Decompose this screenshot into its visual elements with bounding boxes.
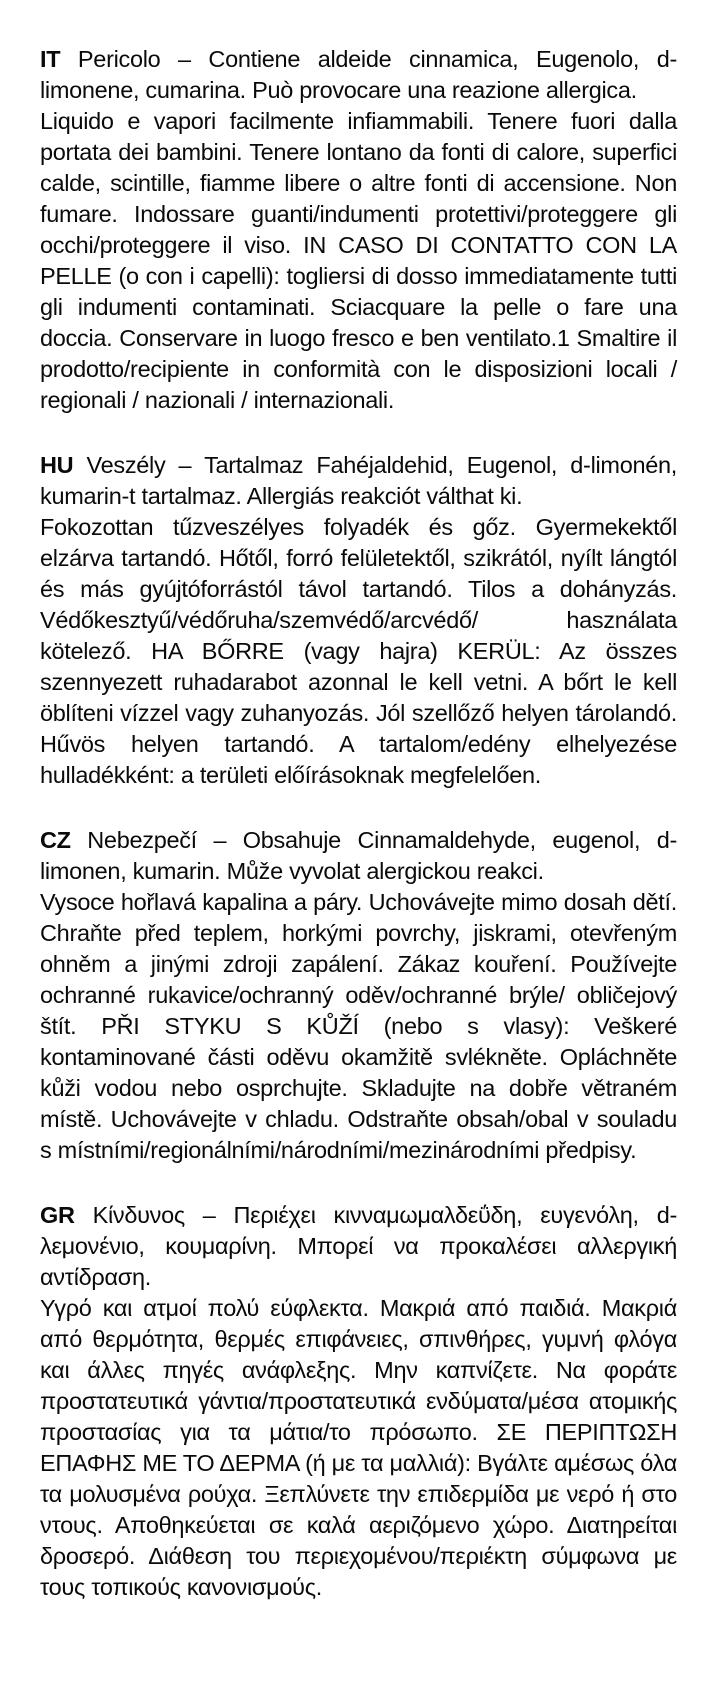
precautionary-statements-hu: Fokozottan tűzveszélyes folyadék és gőz. Gyermekektől elzárva tartandó. Hőtől, forró felületektől, szikrától, nyílt lángtól és más gyújtóforrástól távol tartandó. Tilos a dohányzás. Védőkesztyű/védőruha/szemvédő/arcvédő/ használata kötelező. HA BŐRRE (vagy hajra) KERÜL: Az összes szennyezett ruhadarabot azonnal le kell vetni. A bőrt le kell öblíteni vízzel vagy zuhanyozás. Jól szellőző helyen tárolandó. Hűvös helyen tartandó. A tartalom/edény elhelyezése hulladékként: a területi előírásoknak megfelelően.	[40, 514, 677, 788]
section-hu	[40, 450, 677, 791]
language-code-gr: GR	[40, 1202, 75, 1228]
hazard-statement-hu: Veszély – Tartalmaz Fahéjaldehid, Eugenol, d-limonén, kumarin-t tartalmaz. Allergiás reakciót válthat ki.	[40, 452, 677, 509]
section-cz	[40, 825, 677, 1166]
hazard-statement-cz: Nebezpečí – Obsahuje Cinnamaldehyde, eugenol, d-limonen, kumarin. Může vyvolat alergickou reakci.	[40, 827, 677, 884]
section-gr	[40, 1200, 677, 1603]
precautionary-statements-gr: Υγρό και ατμοί πολύ εύφλεκτα. Μακριά από παιδιά. Μακριά από θερμότητα, θερμές επιφάνειες, σπινθήρες, γυμνή φλόγα και άλλες πηγές ανάφλεξης. Μην καπνίζετε. Να φοράτε προστατευτικά γάντια/προστατευτικά ενδύματα/μέσα ατομικής προστασίας για τα μάτια/το πρόσωπο. ΣΕ ΠΕΡΙΠΤΩΣΗ ΕΠΑΦΗΣ ΜΕ ΤΟ ΔΕΡΜΑ (ή με τα μαλλιά): Βγάλτε αμέσως όλα τα μολυσμένα ρούχα. Ξεπλύνετε την επιδερμίδα με νερό ή στο ντους. Αποθηκεύεται σε καλά αεριζόμενο χώρο. Διατηρείται δροσερό. Διάθεση του περιεχομένου/περιέκτη σύμφωνα με τους τοπικούς κανονισμούς.	[40, 1295, 677, 1600]
hazard-statement-it: Pericolo – Contiene aldeide cinnamica, Eugenolo, d-limonene, cumarina. Può provocare una reazione allergica.	[40, 46, 677, 103]
language-code-hu: HU	[40, 452, 74, 478]
language-code-it: IT	[40, 46, 61, 72]
hazard-statement-gr: Κίνδυνος – Περιέχει κινναμωμαλδεΰδη, ευγενόλη, d-λεμονένιο, κουμαρίνη. Μπορεί να προκαλέσει αλλεργική αντίδραση.	[40, 1202, 677, 1290]
precautionary-statements-cz: Vysoce hořlavá kapalina a páry. Uchovávejte mimo dosah dětí. Chraňte před teplem, horkými povrchy, jiskrami, otevřeným ohněm a jinými zdroji zapálení. Zákaz kouření. Používejte ochranné rukavice/ochranný oděv/ochranné brýle/ obličejový štít. PŘI STYKU S KŮŽÍ (nebo s vlasy): Veškeré kontaminované části oděvu okamžitě svlékněte. Opláchněte kůži vodou nebo osprchujte. Skladujte na dobře větraném místě. Uchovávejte v chladu. Odstraňte obsah/obal v souladu s místními/regionálními/národními/mezinárodními předpisy.	[40, 889, 677, 1163]
language-code-cz: CZ	[40, 827, 71, 853]
precautionary-statements-it: Liquido e vapori facilmente infiammabili. Tenere fuori dalla portata dei bambini. Tenere lontano da fonti di calore, superfici calde, scintille, fiamme libere o altre fonti di accensione. Non fumare. Indossare guanti/indumenti protettivi/proteggere gli occhi/proteggere il viso. IN CASO DI CONTATTO CON LA PELLE (o con i capelli): togliersi di dosso immediatamente tutti gli indumenti contaminati. Sciacquare la pelle o fare una doccia. Conservare in luogo fresco e ben ventilato.1 Smaltire il prodotto/recipiente in conformità con le disposizioni locali / regionali / nazionali / internazionali.	[40, 108, 677, 413]
section-it	[40, 44, 677, 416]
